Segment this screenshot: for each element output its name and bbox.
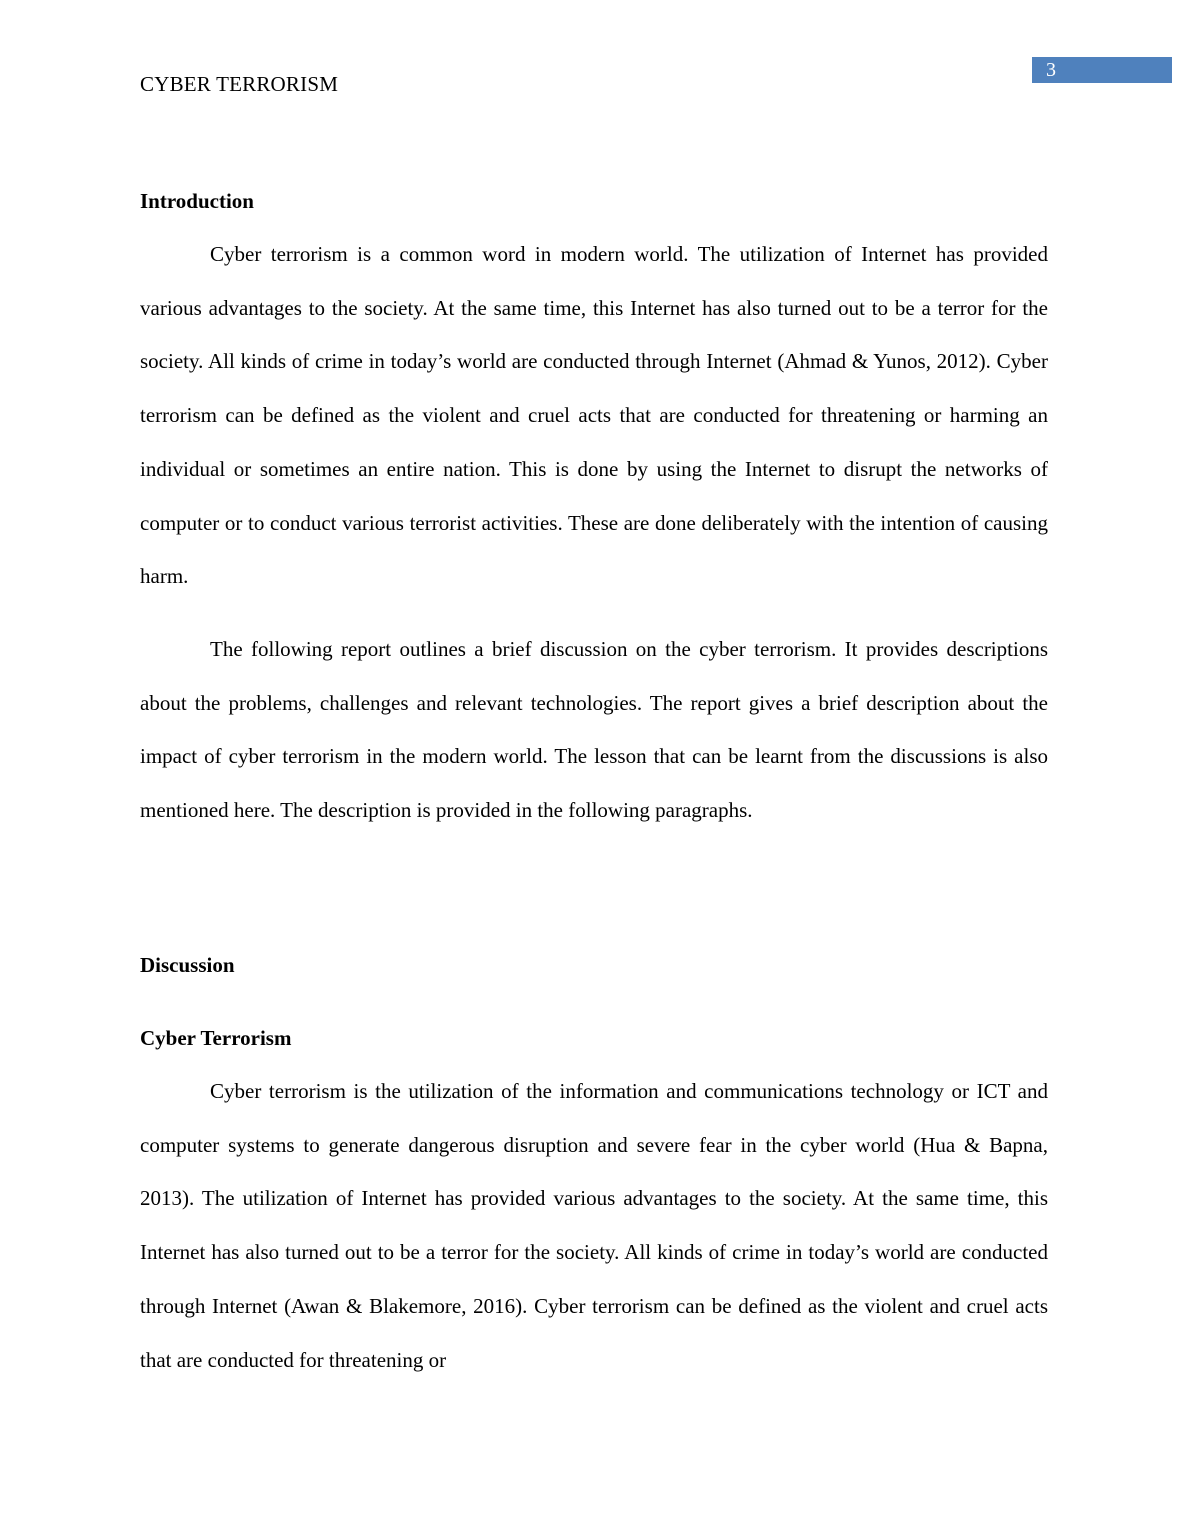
introduction-paragraph-2: The following report outlines a brief discussion on the cyber terrorism. It provides descriptions about the problems, challenges and relevant technologies. The report gives a brief description about the impact of cyber terrorism in the modern world. The lesson that can be learnt from the discussions is also mentioned here. The description is provided in the following paragraphs. [140, 637, 1048, 823]
page-number: 3 [1046, 59, 1056, 81]
cyber-terrorism-subheading: Cyber Terrorism [140, 1026, 292, 1050]
running-head: CYBER TERRORISM [140, 72, 339, 96]
discussion-paragraph-1: Cyber terrorism is the utilization of the information and communications technology or ICT and computer systems to generate dangerous disruption and severe fear in the cyber world (Hua & Bapna, 2013). The utilization of Internet has provided various advantages to the society. At the same time, this Internet has also turned out to be a terror for the society. All kinds of crime in today’s world are conducted through Internet (Awan & Blakemore, 2016). Cyber terrorism can be defined as the violent and cruel acts that are conducted for threatening or [140, 1079, 1048, 1372]
introduction-heading: Introduction [140, 189, 254, 213]
introduction-paragraph-1: Cyber terrorism is a common word in modern world. The utilization of Internet has provided various advantages to the society. At the same time, this Internet has also turned out to be a terror for the society. All kinds of crime in today’s world are conducted through Internet (Ahmad & Yunos, 2012). Cyber terrorism can be defined as the violent and cruel acts that are conducted for threatening or harming an individual or sometimes an entire nation. This is done by using the Internet to disrupt the networks of computer or to conduct various terrorist activities. These are done deliberately with the intention of causing harm. [140, 242, 1048, 589]
discussion-heading: Discussion [140, 953, 235, 977]
